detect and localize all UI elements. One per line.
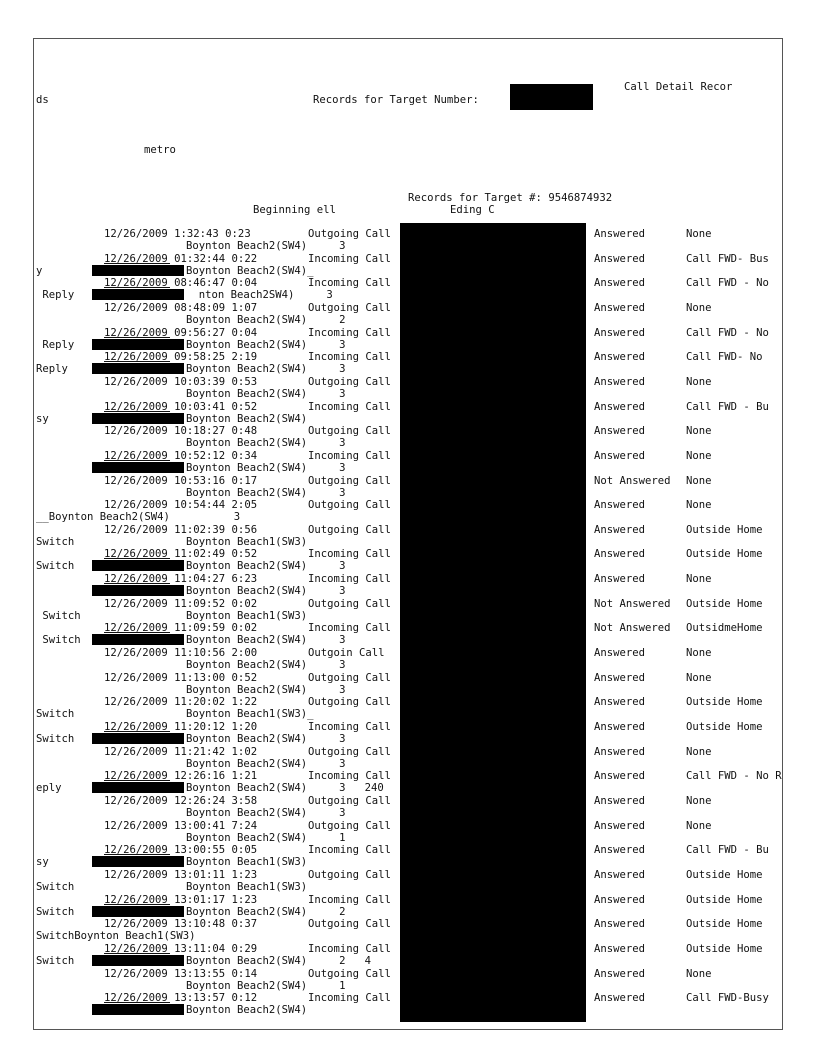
call-start-duration: 12/26/2009 1:32:43 0:23: [104, 228, 251, 240]
call-start-duration: 12/26/2009 11:04:27 6:23: [104, 573, 258, 586]
call-feature: None: [686, 745, 712, 758]
redaction-bar: [92, 906, 184, 917]
cell-site: Boynton Beach2(SW4) 3: [186, 634, 346, 647]
cell-site: Boynton Beach1(SW3): [186, 609, 308, 622]
call-direction: Outgoing Call: [308, 375, 391, 388]
cell-site: Boynton Beach2(SW4) 2: [186, 313, 346, 326]
call-start-duration: 12/26/2009 10:03:41 0:52: [104, 400, 258, 413]
call-direction: Outgoing Call: [308, 671, 391, 684]
wrapped-text: Switch: [36, 733, 75, 745]
report-title: Call Detail Recor: [624, 81, 733, 93]
call-start-duration: 12/26/2009 13:11:04 0:29: [104, 942, 258, 955]
cell-site: Boynton Beach2(SW4): [186, 412, 308, 425]
call-record-row: [34, 844, 782, 869]
call-record-row: [34, 499, 782, 524]
redaction-bar: [92, 634, 184, 645]
call-feature: None: [686, 967, 712, 980]
cell-site: Boynton Beach2(SW4) 3: [186, 486, 346, 499]
cell-site: Boynton Beach2(SW4) 3: [186, 461, 346, 474]
cell-site: Boynton Beach1(SW3)_: [186, 708, 314, 721]
call-start-duration: 12/26/2009 10:54:44 2:05: [104, 499, 258, 512]
call-start-duration: 12/26/2009 11:13:00 0:52: [104, 671, 258, 684]
call-direction: Outgoing Call: [308, 228, 391, 240]
call-direction: Incoming Call: [308, 326, 391, 339]
call-status: Answered: [594, 893, 646, 906]
wrapped-text: __Boynton Beach2(SW4) 3: [36, 511, 241, 524]
call-direction: Incoming Call: [308, 252, 391, 265]
cell-site: Boynton Beach2(SW4) 1: [186, 979, 346, 992]
call-start-duration: 12/26/2009 08:46:47 0:04: [104, 277, 258, 290]
call-feature: Outside Home: [686, 893, 763, 906]
call-status: Answered: [594, 228, 646, 240]
call-record-row: [34, 277, 782, 302]
call-start-duration: 12/26/2009 11:09:52 0:02: [104, 597, 258, 610]
call-status: Answered: [594, 375, 646, 388]
redaction-bar: [92, 955, 184, 966]
call-feature: Outside Home: [686, 548, 763, 561]
call-direction: Outgoing Call: [308, 597, 391, 610]
call-record-row: [34, 622, 782, 647]
call-feature: None: [686, 499, 712, 512]
call-record-row: [34, 302, 782, 327]
cell-site: Boynton Beach2(SW4) 3: [186, 240, 346, 252]
call-feature: Outside Home: [686, 597, 763, 610]
call-feature: None: [686, 573, 712, 586]
call-record-row: [34, 548, 782, 573]
call-record-row: [34, 327, 782, 352]
call-feature: None: [686, 301, 712, 314]
redaction-bar: [92, 1004, 184, 1015]
call-status: Answered: [594, 326, 646, 339]
call-record-row: [34, 746, 782, 771]
column-ending: Eding C: [450, 204, 495, 216]
wrapped-text: y: [36, 264, 43, 277]
call-feature: OutsidmeHome: [686, 622, 763, 635]
wrapped-text: Switch: [36, 560, 75, 573]
cell-site: nton Beach2SW4) 3: [186, 289, 333, 302]
cell-site: Boynton Beach1(SW3): [186, 856, 308, 869]
call-status: Answered: [594, 400, 646, 413]
redaction-bar: [92, 462, 184, 473]
carrier-label: metro: [144, 144, 176, 156]
call-record-row: [34, 696, 782, 721]
call-feature: Call FWD - No R: [686, 770, 782, 783]
call-direction: Incoming Call: [308, 721, 391, 733]
call-start-duration: 12/26/2009 12:26:24 3:58: [104, 794, 258, 807]
call-record-row: [34, 992, 782, 1017]
call-record-row: [34, 598, 782, 623]
call-direction: Outgoing Call: [308, 499, 391, 512]
wrapped-text: sy: [36, 412, 49, 425]
call-start-duration: 12/26/2009 10:03:39 0:53: [104, 375, 258, 388]
call-feature: None: [686, 375, 712, 388]
call-record-row: [34, 450, 782, 475]
call-status: Not Answered: [594, 597, 671, 610]
call-direction: Outgoing Call: [308, 868, 391, 881]
call-status: Answered: [594, 523, 646, 536]
call-direction: Incoming Call: [308, 622, 391, 635]
call-start-duration: 12/26/2009 11:02:39 0:56: [104, 523, 258, 536]
call-start-duration: 12/26/2009 01:32:44 0:22: [104, 252, 258, 265]
call-record-row: [34, 770, 782, 795]
call-feature: Call FWD - Bu: [686, 844, 769, 857]
call-direction: Incoming Call: [308, 548, 391, 561]
call-feature: None: [686, 474, 712, 487]
cell-site: Boynton Beach2(SW4)_: [186, 264, 314, 277]
redaction-bar: [92, 560, 184, 571]
call-feature: None: [686, 794, 712, 807]
redaction-bar: [92, 782, 184, 793]
call-start-duration: 12/26/2009 13:00:41 7:24: [104, 819, 258, 832]
call-status: Answered: [594, 819, 646, 832]
call-start-duration: 12/26/2009 11:20:02 1:22: [104, 696, 258, 709]
cell-site: Boynton Beach2(SW4) 3 240: [186, 782, 384, 795]
call-start-duration: 12/26/2009 11:21:42 1:02: [104, 745, 258, 758]
call-start-duration: 12/26/2009 10:53:16 0:17: [104, 474, 258, 487]
call-status: Answered: [594, 671, 646, 684]
cell-site: Boynton Beach2(SW4) 3: [186, 757, 346, 770]
call-record-row: [34, 795, 782, 820]
call-status: Answered: [594, 967, 646, 980]
cell-site: Boynton Beach2(SW4) 3: [186, 806, 346, 819]
call-direction: Incoming Call: [308, 277, 391, 290]
cell-site: Boynton Beach2(SW4) 3: [186, 338, 346, 351]
call-status: Answered: [594, 351, 646, 364]
call-record-row: [34, 475, 782, 500]
call-start-duration: 12/26/2009 11:10:56 2:00: [104, 647, 258, 660]
cell-site: Boynton Beach2(SW4) 2 4: [186, 954, 371, 967]
wrapped-text: sy: [36, 856, 49, 869]
call-start-duration: 12/26/2009 11:20:12 1:20: [104, 721, 258, 733]
call-record-row: [34, 918, 782, 943]
document-page: [33, 38, 783, 1030]
call-direction: Outgoing Call: [308, 523, 391, 536]
call-record-row: [34, 721, 782, 746]
call-feature: Call FWD - No: [686, 277, 769, 290]
call-start-duration: 12/26/2009 11:02:49 0:52: [104, 548, 258, 561]
wrapped-text: Switch: [36, 880, 75, 893]
call-record-row: [34, 573, 782, 598]
call-record-row: [34, 524, 782, 549]
redaction-bar: [92, 289, 184, 300]
cell-site: Boynton Beach2(SW4): [186, 1004, 308, 1017]
call-status: Answered: [594, 647, 646, 660]
call-feature: Call FWD - No: [686, 326, 769, 339]
cell-site: Boynton Beach2(SW4) 3: [186, 437, 346, 450]
call-start-duration: 12/26/2009 12:26:16 1:21: [104, 770, 258, 783]
call-status: Answered: [594, 696, 646, 709]
call-direction: Outgoing Call: [308, 425, 391, 438]
wrapped-text: Switch: [36, 609, 81, 622]
redaction-bar: [92, 265, 184, 276]
cell-site: Boynton Beach2(SW4) 3: [186, 659, 346, 672]
call-direction: Outgoing Call: [308, 918, 391, 931]
redaction-bar: [92, 733, 184, 744]
wrapped-text: Switch: [36, 954, 75, 967]
call-direction: Outgoing Call: [308, 696, 391, 709]
call-record-row: [34, 401, 782, 426]
call-feature: Call FWD- No: [686, 351, 763, 364]
call-status: Answered: [594, 301, 646, 314]
wrapped-text: Switch: [36, 905, 75, 918]
call-record-row: [34, 253, 782, 278]
cell-site: Boynton Beach1(SW3): [186, 535, 308, 548]
call-feature: None: [686, 671, 712, 684]
call-direction: Outgoin Call: [308, 647, 385, 660]
wrapped-text: Switch: [36, 535, 75, 548]
call-direction: Incoming Call: [308, 844, 391, 857]
call-record-row: [34, 968, 782, 993]
call-direction: Outgoing Call: [308, 474, 391, 487]
call-record-row: [34, 672, 782, 697]
call-feature: Outside Home: [686, 523, 763, 536]
cell-site: Boynton Beach2(SW4) 1: [186, 831, 346, 844]
wrapped-text: SwitchBoynton Beach1(SW3): [36, 930, 196, 943]
cell-site: Boynton Beach2(SW4) 3: [186, 387, 346, 400]
call-feature: Outside Home: [686, 696, 763, 709]
call-status: Not Answered: [594, 622, 671, 635]
records-for-target-number: Records for Target Number:: [313, 94, 479, 106]
cell-site: Boynton Beach1(SW3): [186, 880, 308, 893]
redaction-bar: [92, 856, 184, 867]
call-feature: None: [686, 819, 712, 832]
call-status: Answered: [594, 721, 646, 733]
call-direction: Incoming Call: [308, 893, 391, 906]
call-start-duration: 12/26/2009 08:48:09 1:07: [104, 301, 258, 314]
call-record-row: [34, 228, 782, 253]
call-feature: Call FWD- Bus: [686, 252, 769, 265]
cell-site: Boynton Beach2(SW4) 2: [186, 905, 346, 918]
call-status: Answered: [594, 770, 646, 783]
redaction-bar: [92, 339, 184, 350]
call-record-row: [34, 647, 782, 672]
call-start-duration: 12/26/2009 13:01:17 1:23: [104, 893, 258, 906]
call-status: Answered: [594, 425, 646, 438]
call-status: Answered: [594, 573, 646, 586]
call-direction: Outgoing Call: [308, 967, 391, 980]
call-status: Answered: [594, 252, 646, 265]
call-record-row: [34, 351, 782, 376]
call-record-row: [34, 425, 782, 450]
call-feature: Outside Home: [686, 868, 763, 881]
call-feature: None: [686, 425, 712, 438]
call-direction: Outgoing Call: [308, 745, 391, 758]
call-start-duration: 12/26/2009 10:18:27 0:48: [104, 425, 258, 438]
redaction-target-number: [510, 84, 593, 110]
wrapped-text: Switch: [36, 708, 75, 721]
call-direction: Outgoing Call: [308, 794, 391, 807]
call-feature: None: [686, 449, 712, 462]
call-direction: Incoming Call: [308, 770, 391, 783]
cell-site: Boynton Beach2(SW4) 3: [186, 363, 346, 376]
wrapped-text: Switch: [36, 634, 81, 647]
call-direction: Incoming Call: [308, 400, 391, 413]
call-start-duration: 12/26/2009 11:09:59 0:02: [104, 622, 258, 635]
call-direction: Incoming Call: [308, 351, 391, 364]
call-start-duration: 12/26/2009 13:13:57 0:12: [104, 992, 258, 1005]
call-status: Answered: [594, 844, 646, 857]
call-start-duration: 12/26/2009 09:56:27 0:04: [104, 326, 258, 339]
cell-site: Boynton Beach2(SW4) 3: [186, 560, 346, 573]
call-status: Answered: [594, 794, 646, 807]
call-status: Answered: [594, 942, 646, 955]
call-start-duration: 12/26/2009 13:13:55 0:14: [104, 967, 258, 980]
column-beginning: Beginning ell: [253, 204, 336, 216]
call-feature: Call FWD-Busy: [686, 992, 769, 1005]
call-direction: Incoming Call: [308, 573, 391, 586]
call-record-row: [34, 943, 782, 968]
call-feature: None: [686, 228, 712, 240]
report-title-wrap: ds: [36, 94, 49, 106]
call-status: Answered: [594, 277, 646, 290]
wrapped-text: eply: [36, 782, 62, 795]
redaction-bar: [92, 413, 184, 424]
call-direction: Outgoing Call: [308, 819, 391, 832]
call-record-row: [34, 894, 782, 919]
cell-site: Boynton Beach2(SW4) 3: [186, 683, 346, 696]
call-status: Not Answered: [594, 474, 671, 487]
wrapped-text: Reply: [36, 289, 75, 302]
call-feature: Outside Home: [686, 721, 763, 733]
call-feature: Outside Home: [686, 918, 763, 931]
redaction-bar: [92, 363, 184, 374]
call-start-duration: 12/26/2009 13:01:11 1:23: [104, 868, 258, 881]
call-record-row: [34, 869, 782, 894]
call-feature: None: [686, 647, 712, 660]
wrapped-text: Reply: [36, 363, 68, 376]
call-start-duration: 12/26/2009 13:10:48 0:37: [104, 918, 258, 931]
cell-site: Boynton Beach2(SW4) 3: [186, 733, 346, 745]
call-direction: Incoming Call: [308, 942, 391, 955]
call-status: Answered: [594, 918, 646, 931]
call-status: Answered: [594, 548, 646, 561]
call-start-duration: 12/26/2009 13:00:55 0:05: [104, 844, 258, 857]
cell-site: Boynton Beach2(SW4) 3: [186, 585, 346, 598]
redaction-bar: [92, 585, 184, 596]
call-direction: Incoming Call: [308, 992, 391, 1005]
call-direction: Incoming Call: [308, 449, 391, 462]
call-feature: Call FWD - Bu: [686, 400, 769, 413]
wrapped-text: Reply: [36, 338, 75, 351]
call-status: Answered: [594, 745, 646, 758]
call-status: Answered: [594, 992, 646, 1005]
call-status: Answered: [594, 499, 646, 512]
call-record-row: [34, 376, 782, 401]
records-target-line: Records for Target #: 9546874932: [408, 192, 613, 204]
call-status: Answered: [594, 868, 646, 881]
call-feature: Outside Home: [686, 942, 763, 955]
call-start-duration: 12/26/2009 09:58:25 2:19: [104, 351, 258, 364]
call-record-row: [34, 820, 782, 845]
call-direction: Outgoing Call: [308, 301, 391, 314]
call-status: Answered: [594, 449, 646, 462]
call-start-duration: 12/26/2009 10:52:12 0:34: [104, 449, 258, 462]
